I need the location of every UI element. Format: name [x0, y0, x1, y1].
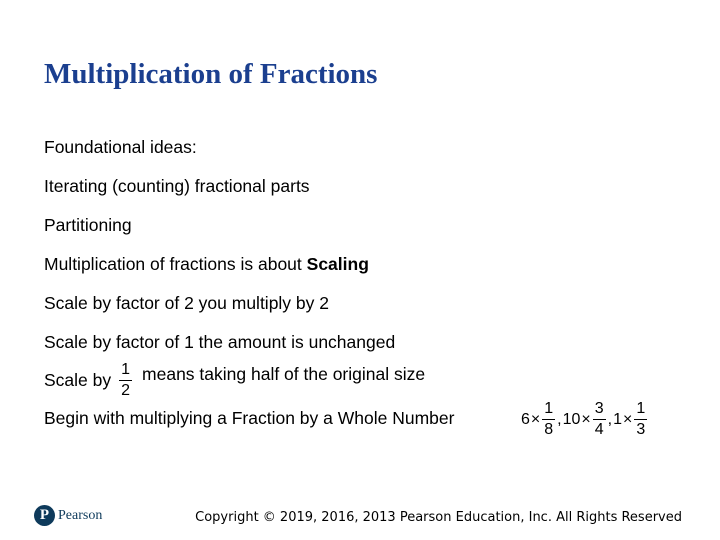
times-sign: × — [581, 410, 591, 428]
times-sign: × — [623, 410, 633, 428]
line-begin-multiplying: Begin with multiplying a Fraction by a Whole Number — [44, 408, 455, 428]
line-foundational-ideas: Foundational ideas: — [44, 137, 197, 157]
term1-denominator: 8 — [544, 421, 554, 438]
line-partitioning: Partitioning — [44, 215, 132, 235]
scale-by-text: Scale by — [44, 370, 112, 390]
pearson-logo-text: Pearson — [58, 507, 103, 523]
line-iterating: Iterating (counting) fractional parts — [44, 176, 310, 196]
term1-whole: 6 — [521, 410, 530, 428]
line-scale-factor-2: Scale by factor of 2 you multiply by 2 — [44, 293, 329, 313]
term2-fraction — [593, 401, 606, 438]
term3-whole: 1 — [613, 410, 623, 428]
fraction-numerator: 1 — [119, 362, 132, 381]
comma-separator: , — [557, 410, 562, 428]
term3-numerator: 1 — [634, 401, 647, 420]
slide-title: Multiplication of Fractions — [44, 58, 378, 90]
example-expression — [521, 401, 648, 438]
line-scale-half — [44, 358, 425, 402]
copyright-notice: Copyright © 2019, 2016, 2013 Pearson Education, Inc. All Rights Reserved — [195, 510, 682, 525]
term2-whole: 10 — [562, 410, 581, 428]
term1-fraction — [542, 401, 555, 438]
pearson-logo — [34, 505, 102, 526]
term3-fraction — [634, 401, 647, 438]
scaling-bold-text: Scaling — [306, 254, 369, 274]
times-sign: × — [530, 410, 541, 428]
fraction-denominator: 2 — [121, 381, 131, 399]
term2-denominator: 4 — [594, 421, 604, 438]
pearson-logo-icon: P — [34, 505, 55, 526]
scaling-intro-text: Multiplication of fractions is about — [44, 254, 307, 274]
half-size-text: means taking half of the original size — [142, 364, 426, 384]
comma-separator: , — [607, 410, 613, 428]
line-scale-factor-1: Scale by factor of 1 the amount is unchanged — [44, 332, 396, 352]
term3-denominator: 3 — [636, 421, 646, 438]
term2-numerator: 3 — [593, 401, 606, 420]
term1-numerator: 1 — [542, 401, 555, 420]
line-scaling — [44, 254, 369, 274]
fraction-one-half — [119, 362, 132, 399]
